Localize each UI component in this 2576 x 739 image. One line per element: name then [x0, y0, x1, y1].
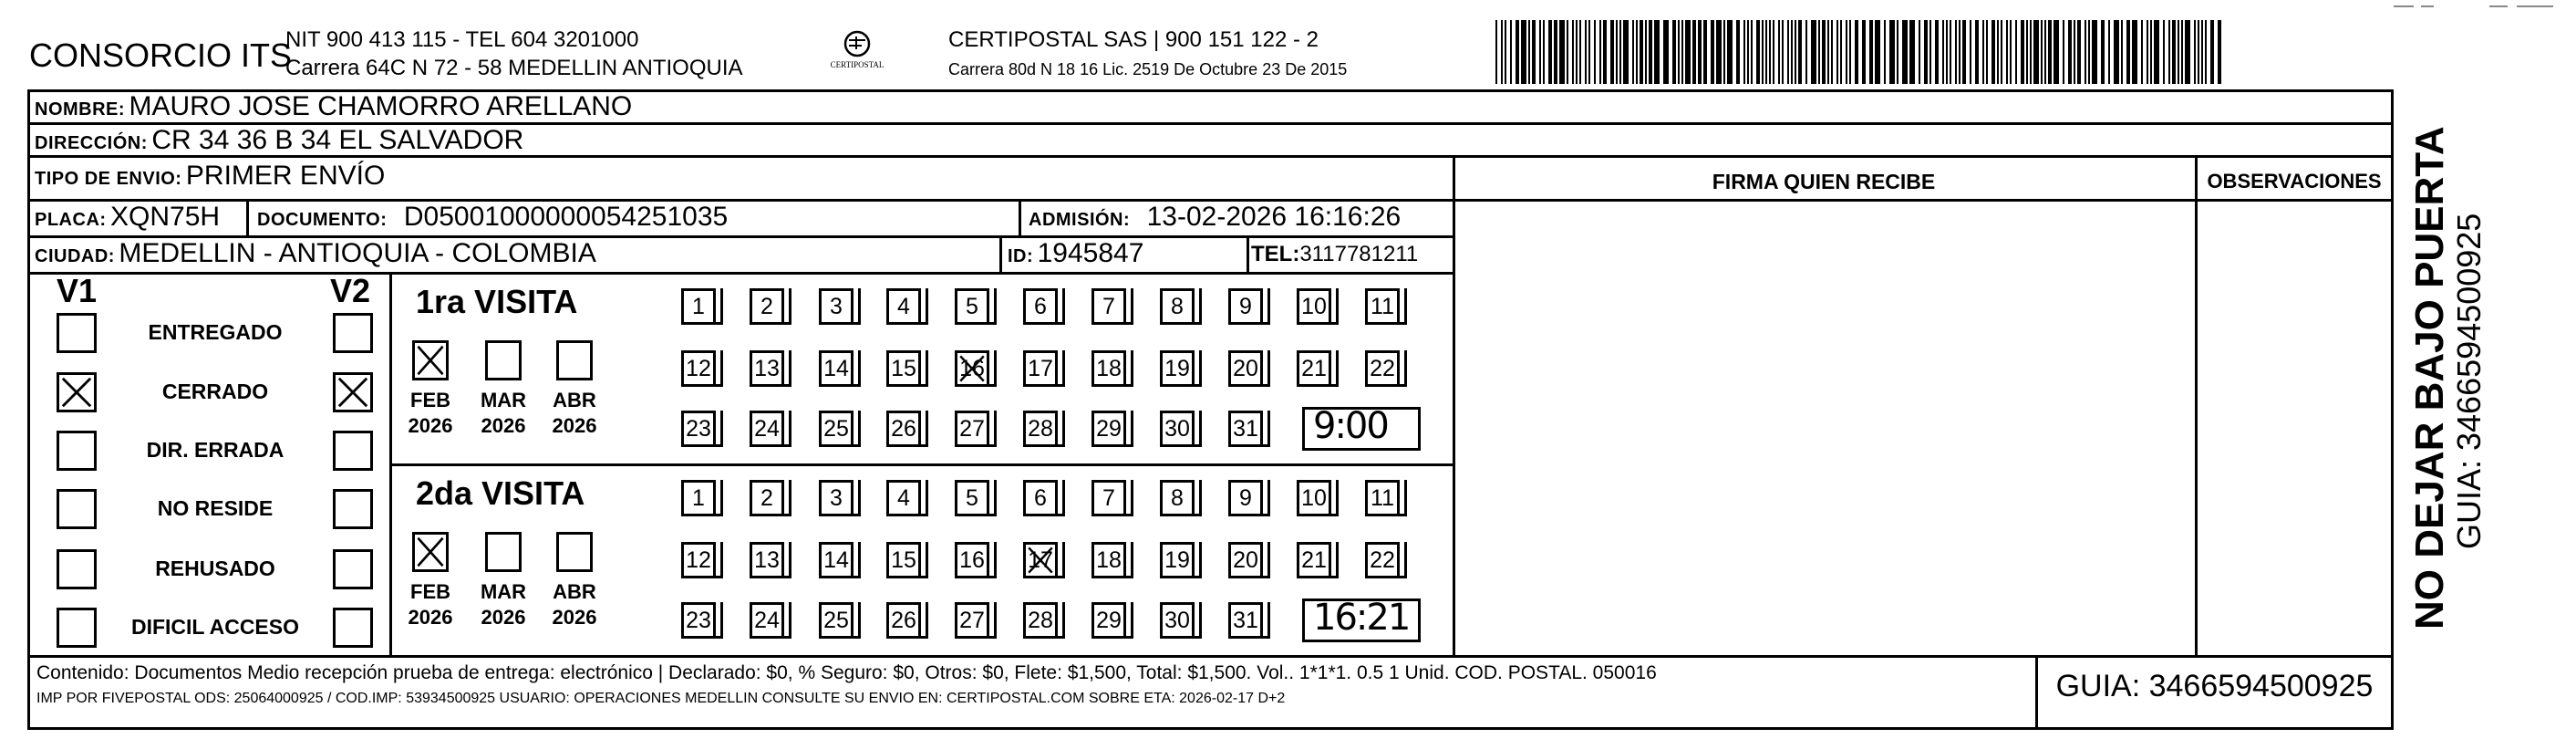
barcode-bar [1778, 20, 1780, 84]
documento-label: DOCUMENTO: [257, 210, 388, 230]
nombre-label: NOMBRE: [35, 99, 126, 120]
barcode-bar [1649, 20, 1652, 84]
day-box[interactable]: 31 [1228, 602, 1263, 639]
barcode-bar [1929, 20, 1931, 84]
barcode-bar [2001, 20, 2002, 84]
x-mark-icon [415, 343, 446, 378]
barcode-bar [2163, 20, 2165, 84]
v1-checkbox[interactable] [57, 608, 97, 648]
day-box[interactable]: 4 [886, 288, 921, 325]
day-box[interactable]: 17 [1023, 350, 1058, 387]
barcode-bar [2092, 20, 2097, 84]
barcode-bar [2185, 20, 2190, 84]
side-text [2409, 119, 2488, 630]
barcode-bar [1594, 20, 1596, 84]
day-box[interactable]: 21 [1297, 350, 1331, 387]
barcode-bar [2168, 20, 2170, 84]
barcode-bar [2074, 20, 2075, 84]
barcode-bar [1751, 20, 1753, 84]
day-box[interactable]: 25 [819, 602, 853, 639]
barcode-bar [2077, 20, 2081, 84]
barcode-bar [1743, 20, 1745, 84]
x-mark-icon [415, 535, 446, 569]
barcode-bar [1716, 20, 1722, 84]
v1-checkbox[interactable] [57, 313, 97, 353]
day-box[interactable]: 22 [1365, 542, 1400, 578]
barcode-bar [1727, 20, 1733, 84]
barcode-bar [2141, 20, 2143, 84]
status-reason-label: NO RESIDE [157, 496, 274, 520]
month-checkbox[interactable] [556, 532, 593, 572]
observaciones-header: OBSERVACIONES [2207, 170, 2382, 193]
barcode-bar [1962, 20, 1966, 84]
v2-checkbox[interactable] [333, 549, 373, 589]
barcode-bar [2026, 20, 2028, 84]
day-box[interactable]: 6 [1023, 480, 1058, 516]
status-reason-label: DIR. ERRADA [146, 438, 284, 462]
day-box[interactable]: 2 [750, 288, 784, 325]
visit-title: 2da VISITA [416, 474, 585, 512]
day-box[interactable]: 24 [750, 411, 784, 447]
visit-title: 1ra VISITA [416, 283, 578, 320]
tel-label: TEL: [1251, 242, 1300, 266]
barcode-bar [2181, 20, 2183, 84]
day-box[interactable]: 30 [1160, 411, 1195, 447]
v2-checkbox[interactable] [333, 313, 373, 353]
barcode-bar [2150, 20, 2152, 84]
direccion-label: DIRECCIÓN: [35, 133, 148, 153]
barcode-bar [2121, 20, 2123, 84]
barcode-bar [2201, 20, 2203, 84]
day-box[interactable]: 14 [819, 350, 853, 387]
day-box[interactable]: 23 [681, 411, 716, 447]
day-box[interactable]: 20 [1228, 542, 1263, 578]
id-label: ID: [1008, 246, 1034, 266]
barcode-bar [1798, 20, 1802, 84]
barcode-bar [1756, 20, 1760, 84]
day-box[interactable]: 24 [750, 602, 784, 639]
barcode-bar [1869, 20, 1873, 84]
day-box[interactable]: 10 [1297, 480, 1331, 516]
barcode-bar [2147, 20, 2148, 84]
barcode-bar [1935, 20, 1939, 84]
admision-label: ADMISIÓN: [1029, 210, 1131, 230]
barcode-bar [1521, 20, 1526, 84]
barcode-bar [1747, 20, 1749, 84]
barcode-bar [1723, 20, 1725, 84]
day-box[interactable]: 20 [1228, 350, 1263, 387]
day-box[interactable]: 7 [1091, 288, 1126, 325]
barcode-bar [1576, 20, 1578, 84]
year-label: 2026 [408, 414, 453, 437]
barcode-bar [2194, 20, 2196, 84]
barcode-bar [1579, 20, 1581, 84]
day-box[interactable]: 30 [1160, 602, 1195, 639]
barcode-bar [2085, 20, 2086, 84]
barcode-bar [1610, 20, 1614, 84]
barcode-bar [1567, 20, 1568, 84]
v2-label: V2 [330, 272, 371, 309]
barcode-bar [1762, 20, 1764, 84]
barcode-bar [1982, 20, 1984, 84]
barcode-bar [1681, 20, 1683, 84]
carrier-address: Carrera 80d N 18 16 Lic. 2519 De Octubre 23 De 2015 [948, 60, 1348, 78]
barcode-bar [1831, 20, 1833, 84]
day-box[interactable]: 1 [681, 288, 716, 325]
day-box[interactable]: 14 [819, 542, 853, 578]
month-checkbox[interactable] [556, 340, 593, 380]
v2-checkbox[interactable] [333, 431, 373, 471]
month-label: FEB [410, 389, 450, 411]
company-name: CONSORCIO ITS [29, 36, 293, 74]
barcode-bar [1955, 20, 1957, 84]
barcode-bar [1548, 20, 1552, 84]
month-label: ABR [553, 389, 596, 411]
handwritten-time: 16:21 [1313, 597, 1410, 639]
day-box[interactable]: 27 [955, 602, 989, 639]
tipo-label: TIPO DE ENVIO: [35, 169, 182, 189]
barcode-bar [1632, 20, 1634, 84]
barcode-bar [2044, 20, 2046, 84]
day-box[interactable]: 18 [1091, 350, 1126, 387]
handwritten-time: 9:00 [1313, 405, 1388, 447]
barcode-bar [1736, 20, 1740, 84]
barcode-bar [1946, 20, 1948, 84]
barcode-bar [1559, 20, 1565, 84]
barcode-bar [1698, 20, 1702, 84]
barcode-bar [2030, 20, 2032, 84]
placa-label: PLACA: [35, 210, 107, 230]
day-box[interactable]: 8 [1160, 288, 1195, 325]
day-box[interactable]: 11 [1365, 288, 1400, 325]
day-box[interactable]: 8 [1160, 480, 1195, 516]
barcode-bar [1805, 20, 1807, 84]
barcode-bar [2126, 20, 2130, 84]
barcode-bar [1795, 20, 1796, 84]
day-box[interactable]: 26 [886, 602, 921, 639]
barcode-bar [1991, 20, 1995, 84]
barcode-bar [1588, 20, 1590, 84]
year-label: 2026 [552, 414, 597, 437]
v1-label: V1 [57, 272, 98, 309]
barcode-bar [1505, 20, 1506, 84]
barcode-bar [1619, 20, 1621, 84]
barcode-bar [2154, 20, 2159, 84]
barcode-bar [1603, 20, 1607, 84]
barcode-bar [1585, 20, 1587, 84]
barcode-bar [1692, 20, 1696, 84]
barcode-bar [1875, 20, 1880, 84]
day-box[interactable]: 13 [750, 350, 784, 387]
barcode-bar [1986, 20, 1988, 84]
barcode-bar [2178, 20, 2179, 84]
x-mark-icon [336, 375, 370, 410]
day-box[interactable]: 18 [1091, 542, 1126, 578]
barcode-bar [2010, 20, 2012, 84]
day-box[interactable]: 21 [1297, 542, 1331, 578]
day-box[interactable]: 19 [1160, 350, 1195, 387]
day-box[interactable]: 27 [955, 411, 989, 447]
barcode [1495, 20, 2225, 84]
barcode-bar [1818, 20, 1820, 84]
day-box[interactable]: 31 [1228, 411, 1263, 447]
barcode-bar [2068, 20, 2072, 84]
ciudad-label: CIUDAD: [35, 246, 115, 266]
day-box[interactable]: 29 [1091, 602, 1126, 639]
barcode-bar [1791, 20, 1793, 84]
month-checkbox[interactable] [412, 340, 449, 380]
day-box[interactable]: 11 [1365, 480, 1400, 516]
barcode-bar [1645, 20, 1647, 84]
barcode-bar [2033, 20, 2039, 84]
barcode-bar [2048, 20, 2052, 84]
day-box[interactable]: 3 [819, 288, 853, 325]
barcode-bar [2172, 20, 2176, 84]
footer-guia: GUIA: 3466594500925 [2055, 669, 2374, 703]
barcode-bar [1997, 20, 1999, 84]
barcode-bar [1897, 20, 1898, 84]
x-mark-icon [957, 353, 987, 384]
barcode-bar [2210, 20, 2214, 84]
barcode-bar [1685, 20, 1691, 84]
tipo-value: PRIMER ENVÍO [185, 161, 386, 191]
barcode-bar [2054, 20, 2059, 84]
v2-checkbox[interactable] [333, 608, 373, 648]
barcode-bar [1663, 20, 1669, 84]
admision-value: 13-02-2026 16:16:26 [1146, 202, 1402, 232]
certipostal-logo [825, 27, 889, 77]
year-label: 2026 [408, 606, 453, 629]
barcode-bar [1703, 20, 1707, 84]
barcode-bar [1884, 20, 1886, 84]
barcode-bar [2108, 20, 2110, 84]
barcode-bar [1855, 20, 1858, 84]
status-reason-label: DIFICIL ACCESO [130, 615, 299, 639]
status-reason-label: ENTREGADO [148, 320, 283, 344]
month-label: MAR [480, 580, 527, 603]
barcode-bar [2198, 20, 2199, 84]
tel-value: 3117781211 [1299, 242, 1419, 266]
day-box[interactable]: 25 [819, 411, 853, 447]
year-label: 2026 [481, 414, 526, 437]
v1-checkbox[interactable] [57, 372, 97, 412]
day-box[interactable]: 22 [1365, 350, 1400, 387]
day-box[interactable]: 26 [886, 411, 921, 447]
carrier-name: CERTIPOSTAL SAS | 900 151 122 - 2 [948, 27, 1319, 52]
barcode-bar [1773, 20, 1774, 84]
day-box[interactable]: 2 [750, 480, 784, 516]
day-box[interactable]: 1 [681, 480, 716, 516]
day-box[interactable]: 5 [955, 288, 989, 325]
logo-text: CERTIPOSTAL [830, 60, 885, 69]
v1-checkbox[interactable] [57, 549, 97, 589]
month-label: FEB [410, 580, 450, 603]
footer-imp: IMP POR FIVEPOSTAL ODS: 25064000925 / COD.IMP: 53934500925 USUARIO: OPERACIONES MEDELLIN CONSULTE SU ENVIO EN: CERTIPOSTAL.COM SOBRE ETA: 2026-02-17 D+2 [36, 691, 1286, 706]
status-reason-label: CERRADO [161, 380, 269, 403]
barcode-bar [1510, 20, 1512, 84]
barcode-bar [1616, 20, 1618, 84]
barcode-bar [1654, 20, 1660, 84]
nombre-value: MAURO JOSE CHAMORRO ARELLANO [129, 91, 633, 121]
day-box[interactable]: 15 [886, 542, 921, 578]
barcode-bar [1862, 20, 1866, 84]
month-checkbox[interactable] [485, 340, 522, 380]
side-guia-text: GUIA: 3466594500925 [2450, 213, 2488, 549]
ciudad-value: MEDELLIN - ANTIOQUIA - COLOMBIA [119, 238, 596, 268]
barcode-bar [1572, 20, 1574, 84]
day-box[interactable]: 19 [1160, 542, 1195, 578]
day-box[interactable]: 17 [1023, 542, 1058, 578]
barcode-bar [1711, 20, 1714, 84]
barcode-bar [1970, 20, 1971, 84]
barcode-bar [1822, 20, 1826, 84]
x-mark-icon [59, 375, 94, 410]
day-box[interactable]: 3 [819, 480, 853, 516]
day-box[interactable]: 9 [1228, 480, 1263, 516]
barcode-bar [1840, 20, 1842, 84]
barcode-bar [1782, 20, 1784, 84]
v1-checkbox[interactable] [57, 431, 97, 471]
month-label: ABR [553, 580, 596, 603]
barcode-bar [1765, 20, 1767, 84]
barcode-bar [2218, 20, 2221, 84]
day-box[interactable]: 28 [1023, 411, 1058, 447]
no-dejar-text: NO DEJAR BAJO PUERTA [2407, 126, 2452, 630]
barcode-bar [1516, 20, 1519, 84]
day-box[interactable]: 5 [955, 480, 989, 516]
barcode-bar [1924, 20, 1928, 84]
day-box[interactable]: 15 [886, 350, 921, 387]
x-mark-icon [1026, 545, 1055, 576]
barcode-bar [1811, 20, 1816, 84]
barcode-bar [1769, 20, 1771, 84]
day-box[interactable]: 16 [955, 350, 989, 387]
month-checkbox[interactable] [485, 532, 522, 572]
barcode-bar [2021, 20, 2024, 84]
day-box[interactable]: 9 [1228, 288, 1263, 325]
placa-value: XQN75H [110, 202, 221, 232]
month-checkbox[interactable] [412, 532, 449, 572]
barcode-bar [1554, 20, 1557, 84]
barcode-bar [2041, 20, 2043, 84]
day-box[interactable]: 4 [886, 480, 921, 516]
year-label: 2026 [552, 606, 597, 629]
day-box[interactable]: 29 [1091, 411, 1126, 447]
barcode-bar [2114, 20, 2119, 84]
barcode-bar [1849, 20, 1851, 84]
barcode-bar [2088, 20, 2090, 84]
barcode-bar [1902, 20, 1908, 84]
barcode-bar [1889, 20, 1895, 84]
day-box[interactable]: 6 [1023, 288, 1058, 325]
v1-checkbox[interactable] [57, 489, 97, 529]
barcode-bar [1678, 20, 1680, 84]
barcode-bar [1846, 20, 1847, 84]
barcode-bar [1827, 20, 1829, 84]
barcode-bar [1975, 20, 1979, 84]
barcode-bar [1950, 20, 1951, 84]
barcode-bar [2006, 20, 2008, 84]
documento-value: D05001000000054251035 [403, 202, 729, 232]
barcode-bar [1942, 20, 1944, 84]
company-nit: NIT 900 413 115 - TEL 604 3201000 [285, 27, 639, 52]
barcode-bar [2205, 20, 2207, 84]
barcode-bar [1599, 20, 1601, 84]
direccion-value: CR 34 36 B 34 EL SALVADOR [151, 125, 524, 155]
barcode-bar [1528, 20, 1530, 84]
barcode-bar [2101, 20, 2105, 84]
year-label: 2026 [481, 606, 526, 629]
company-address: Carrera 64C N 72 - 58 MEDELLIN ANTIOQUIA [285, 56, 743, 80]
day-box[interactable]: 7 [1091, 480, 1126, 516]
day-box[interactable]: 23 [681, 602, 716, 639]
day-box[interactable]: 12 [681, 350, 716, 387]
barcode-bar [1495, 20, 1497, 84]
footer-contenido: Contenido: Documentos Medio recepción prueba de entrega: electrónico | Declarado: $0, % Seguro: $0, Otros: $0, Flete: $1,500, Total: $1,500. Vol.. 1*1*1. 0.5 1 Unid. COD. POSTAL. 050016 [36, 662, 1657, 683]
barcode-bar [1623, 20, 1629, 84]
barcode-bar [1543, 20, 1545, 84]
barcode-bar [1640, 20, 1643, 84]
v2-checkbox[interactable] [333, 489, 373, 529]
day-box[interactable]: 12 [681, 542, 716, 578]
barcode-bar [1539, 20, 1541, 84]
barcode-bar [2063, 20, 2064, 84]
month-label: MAR [480, 389, 527, 411]
barcode-bar [2015, 20, 2017, 84]
day-box[interactable]: 16 [955, 542, 989, 578]
barcode-bar [1636, 20, 1638, 84]
barcode-bar [1501, 20, 1503, 84]
barcode-bar [1836, 20, 1838, 84]
v2-checkbox[interactable] [333, 372, 373, 412]
barcode-bar [1787, 20, 1789, 84]
barcode-bar [1959, 20, 1960, 84]
id-value: 1945847 [1037, 238, 1144, 268]
barcode-bar [1672, 20, 1676, 84]
firma-header: FIRMA QUIEN RECIBE [1712, 170, 1936, 193]
barcode-bar [1909, 20, 1915, 84]
barcode-bar [2132, 20, 2137, 84]
day-box[interactable]: 10 [1297, 288, 1331, 325]
status-reason-label: REHUSADO [155, 557, 275, 580]
barcode-bar [1532, 20, 1536, 84]
barcode-bar [1919, 20, 1920, 84]
day-box[interactable]: 28 [1023, 602, 1058, 639]
day-box[interactable]: 13 [750, 542, 784, 578]
